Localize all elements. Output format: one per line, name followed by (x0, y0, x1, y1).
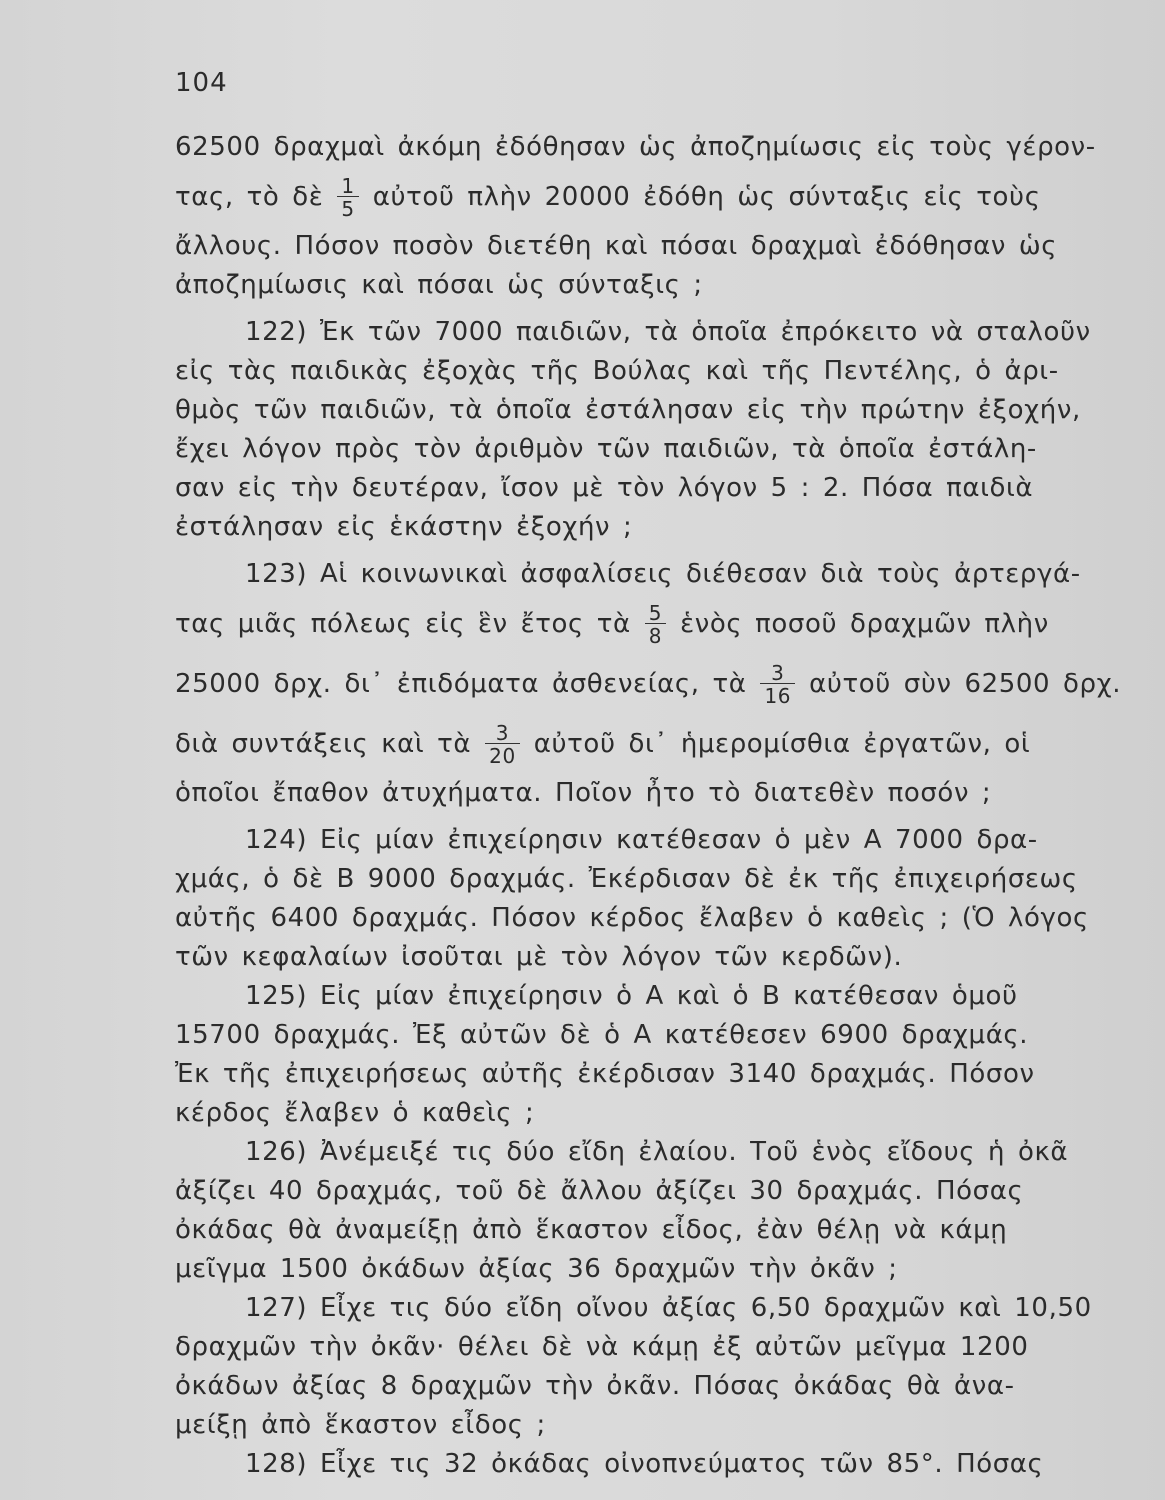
text-fragment: αὐτοῦ δι᾽ ἡμερομίσθια ἐργατῶν, οἱ (533, 729, 1031, 759)
text-line: ἄλλους. Πόσον ποσὸν διετέθη καὶ πόσαι δραχμαὶ ἐδόθησαν ὡς (175, 231, 1058, 261)
text-fragment: αὐτοῦ πλὴν 20000 ἐδόθη ὡς σύνταξις εἰς τοὺς (372, 182, 1041, 212)
text-line: 15700 δραχμάς. Ἐξ αὐτῶν δὲ ὁ Α κατέθεσεν 6900 δραχμάς. (175, 1020, 1029, 1050)
text-fragment: τας, τὸ δὲ (175, 182, 324, 212)
fraction-denominator: 16 (760, 683, 795, 706)
text-line: ἀξίζει 40 δραχμάς, τοῦ δὲ ἄλλου ἀξίζει 30 δραχμάς. Πόσας (175, 1176, 1024, 1206)
text-line-with-fraction (175, 167, 1160, 227)
text-fragment: διὰ συντάξεις καὶ τὰ (175, 729, 472, 759)
fraction-denominator: 5 (337, 196, 358, 219)
exercise-124-start: 124) Εἰς μίαν ἐπιχείρησιν κατέθεσαν ὁ μὲν Α 7000 δρα- (245, 825, 1038, 855)
text-line-with-fraction (175, 594, 1160, 654)
text-line: σαν εἰς τὴν δευτέραν, ἴσον μὲ τὸν λόγον 5 : 2. Πόσα παιδιὰ (175, 473, 1034, 503)
text-line: ἀποζημίωσις καὶ πόσαι ὡς σύνταξις ; (175, 270, 703, 300)
text-line: 62500 δραχμαὶ ἀκόμη ἐδόθησαν ὡς ἀποζημίωσις εἰς τοὺς γέρον- (175, 132, 1096, 162)
text-line: ὀκάδας θὰ ἀναμείξῃ ἀπὸ ἕκαστον εἶδος, ἐὰν θέλῃ νὰ κάμῃ (175, 1215, 1008, 1245)
text-fragment: τας μιᾶς πόλεως εἰς ἓν ἔτος τὰ (175, 609, 631, 639)
exercise-127-start: 127) Εἶχε τις δύο εἴδη οἴνου ἀξίας 6,50 δραχμῶν καὶ 10,50 (245, 1293, 1092, 1323)
text-fragment: 25000 δρχ. δι᾽ ἐπιδόματα ἀσθενείας, τὰ (175, 669, 747, 699)
page-number: 104 (175, 68, 228, 98)
fraction (485, 723, 520, 766)
text-fragment: αὐτοῦ σὺν 62500 δρχ. (809, 669, 1122, 699)
fraction-numerator: 3 (771, 661, 785, 685)
fraction-numerator: 1 (341, 174, 355, 198)
text-line-with-fraction (175, 714, 1160, 774)
text-line: δραχμῶν τὴν ὀκᾶν· θέλει δὲ νὰ κάμῃ ἐξ αὐτῶν μεῖγμα 1200 (175, 1332, 1029, 1362)
exercise-122-start: 122) Ἐκ τῶν 7000 παιδιῶν, τὰ ὁποῖα ἐπρόκειτο νὰ σταλοῦν (245, 317, 1091, 347)
exercise-125-start: 125) Εἰς μίαν ἐπιχείρησιν ὁ Α καὶ ὁ Β κατέθεσαν ὁμοῦ (245, 981, 1018, 1011)
exercise-123-start: 123) Αἱ κοινωνικαὶ ἀσφαλίσεις διέθεσαν διὰ τοὺς ἀρτεργά- (245, 559, 1081, 589)
text-line: μείξῃ ἀπὸ ἕκαστον εἶδος ; (175, 1410, 546, 1440)
text-line: ἐστάλησαν εἰς ἑκάστην ἐξοχήν ; (175, 512, 633, 542)
text-line: θμὸς τῶν παιδιῶν, τὰ ὁποῖα ἐστάλησαν εἰς τὴν πρώτην ἐξοχήν, (175, 395, 1081, 425)
exercise-126-start: 126) Ἀνέμειξέ τις δύο εἴδη ἐλαίου. Τοῦ ἑνὸς εἴδους ἡ ὀκᾶ (245, 1137, 1069, 1167)
fraction-numerator: 5 (648, 601, 663, 625)
fraction (760, 663, 795, 706)
exercise-128-start: 128) Εἶχε τις 32 ὀκάδας οἰνοπνεύματος τῶν 85°. Πόσας (245, 1449, 1044, 1479)
fraction (645, 603, 666, 646)
text-line: ὁποῖοι ἔπαθον ἀτυχήματα. Ποῖον ἦτο τὸ διατεθὲν ποσόν ; (175, 778, 992, 808)
text-line: χμάς, ὁ δὲ Β 9000 δραχμάς. Ἐκέρδισαν δὲ ἐκ τῆς ἐπιχειρήσεως (175, 864, 1078, 894)
text-fragment: ἑνὸς ποσοῦ δραχμῶν πλὴν (680, 609, 1049, 639)
text-line: τῶν κεφαλαίων ἰσοῦται μὲ τὸν λόγον τῶν κερδῶν). (175, 942, 903, 972)
text-line: κέρδος ἔλαβεν ὁ καθεὶς ; (175, 1098, 535, 1128)
fraction-numerator: 3 (495, 721, 510, 745)
text-line: ἔχει λόγον πρὸς τὸν ἀριθμὸν τῶν παιδιῶν, τὰ ὁποῖα ἐστάλη- (175, 434, 1037, 464)
fraction-denominator: 20 (485, 743, 520, 766)
text-line: ὀκάδων ἀξίας 8 δραχμῶν τὴν ὀκᾶν. Πόσας ὀκάδας θὰ ἀνα- (175, 1371, 1015, 1401)
page-body (175, 128, 1160, 1484)
text-line: Ἐκ τῆς ἐπιχειρήσεως αὐτῆς ἐκέρδισαν 3140 δραχμάς. Πόσον (175, 1059, 1035, 1089)
fraction (337, 176, 358, 219)
text-line-with-fraction (175, 654, 1160, 714)
fraction-denominator: 8 (645, 623, 666, 646)
text-line: εἰς τὰς παιδικὰς ἐξοχὰς τῆς Βούλας καὶ τῆς Πεντέλης, ὁ ἀρι- (175, 356, 1059, 386)
text-line: μεῖγμα 1500 ὀκάδων ἀξίας 36 δραχμῶν τὴν ὀκᾶν ; (175, 1254, 898, 1284)
text-line: αὐτῆς 6400 δραχμάς. Πόσον κέρδος ἔλαβεν ὁ καθεὶς ; (Ὁ λόγος (175, 903, 1089, 933)
